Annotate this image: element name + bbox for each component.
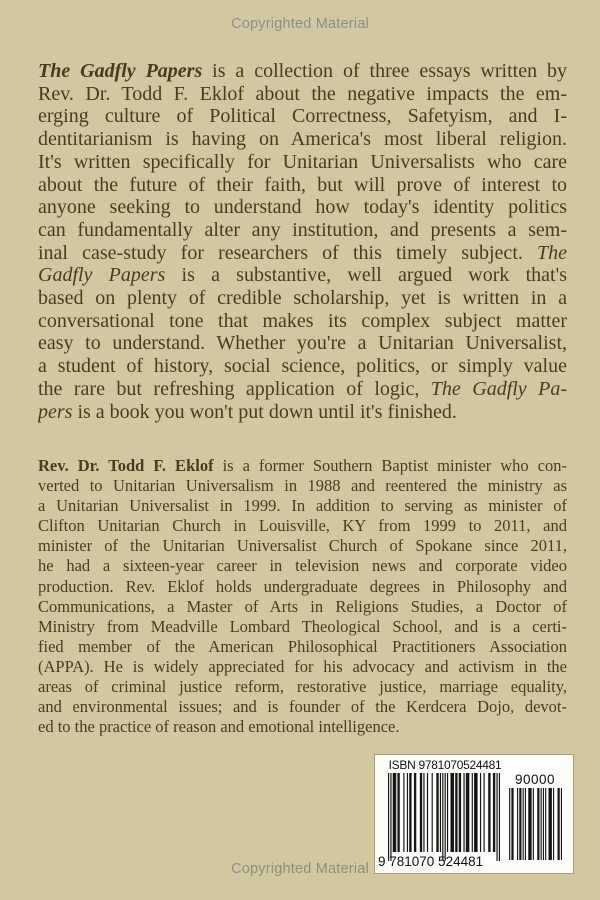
text-line: can fundamentally alter any institution, and presents a sem- — [38, 218, 567, 241]
supplement-barcode-icon — [508, 788, 562, 860]
isbn-label: ISBN 9781070524481 — [388, 758, 502, 772]
text-line: about the future of their faith, but will prove of interest to — [38, 173, 567, 196]
synopsis-paragraph — [38, 60, 567, 423]
barcode-box — [375, 755, 573, 873]
text-line: and environmental issues; and is founder of the Kerdcera Dojo, devot- — [38, 697, 567, 717]
copyright-watermark-bottom: Copyrighted Material — [231, 861, 369, 877]
barcode-supplement — [508, 772, 562, 860]
text-line: It's written specifically for Unitarian Universalists who care — [38, 150, 567, 173]
text-line: ed to the practice of reason and emotional intelligence. — [38, 717, 400, 737]
author-bio-paragraph — [38, 456, 567, 737]
text-line: the rare but refreshing application of logic, The Gadfly Pa- — [38, 377, 567, 400]
text-line: easy to understand. Whether you're a Unitarian Universalist, — [38, 332, 567, 355]
text-line: fied member of the American Philosophical Practitioners Association — [38, 636, 567, 656]
text-line: areas of criminal justice reform, restorative justice, marriage equality, — [38, 677, 567, 697]
text-line: a Unitarian Universalist in 1999. In addition to serving as minister of — [38, 496, 567, 516]
text-line: production. Rev. Eklof holds undergraduate degrees in Philosophy and — [38, 576, 567, 596]
copyright-watermark-top: Copyrighted Material — [231, 16, 369, 32]
text-line: inal case-study for researchers of this timely subject. The — [38, 241, 567, 264]
text-line: dentitarianism is having on America's most liberal religion. — [38, 128, 567, 151]
text-line: anyone seeking to understand how today's identity politics — [38, 196, 567, 219]
text-line: he had a sixteen-year career in television news and corporate video — [38, 556, 567, 576]
supplement-value: 90000 — [514, 772, 556, 787]
text-line: based on plenty of credible scholarship, yet is written in a — [38, 287, 567, 310]
text-line: (APPA). He is widely appreciated for his advocacy and activism in the — [38, 656, 567, 676]
ean13-barcode-icon — [388, 773, 500, 861]
text-line: The Gadfly Papers is a collection of three essays written by — [38, 60, 567, 82]
text-line: Clifton Unitarian Church in Louisville, KY from 1999 to 2011, and — [38, 516, 567, 536]
text-line: pers is a book you won't put down until it's finished. — [38, 400, 457, 423]
text-line: verted to Unitarian Universalism in 1988 and reentered the ministry as — [38, 476, 567, 496]
text-line: Communications, a Master of Arts in Religions Studies, a Doctor of — [38, 596, 567, 616]
text-line: minister of the Unitarian Universalist Church of Spokane since 2011, — [38, 536, 567, 556]
text-line: conversational tone that makes its complex subject matter — [38, 309, 567, 332]
text-line: Rev. Dr. Todd F. Eklof is a former Southern Baptist minister who con- — [38, 456, 567, 475]
barcode-digits: 9 781070 524481 — [378, 854, 484, 869]
text-line: Rev. Dr. Todd F. Eklof about the negative impacts the em- — [38, 82, 567, 105]
text-line: erging culture of Political Correctness, Safetyism, and I- — [38, 105, 567, 128]
text-line: Gadfly Papers is a substantive, well argued work that's — [38, 264, 567, 287]
text-line: Ministry from Meadville Lombard Theological School, and is a certi- — [38, 616, 567, 636]
text-line: a student of history, social science, politics, or simply value — [38, 355, 567, 378]
